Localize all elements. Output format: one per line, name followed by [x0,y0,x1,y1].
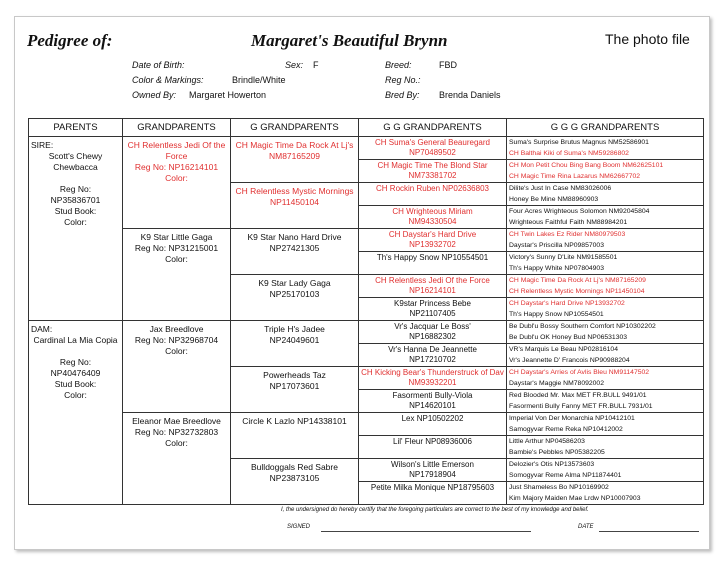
g-grandparent-cell [231,275,359,321]
ggg-grandparent-name: Th's Happy White NP07804903 [509,265,604,272]
col-header-g-grandparents: G GRANDPARENTS [231,119,359,137]
owner-value: Margaret Howerton [189,90,267,100]
sex-label: Sex: [285,60,304,70]
gg-grandparent-cell [359,252,507,275]
signature-line [321,531,531,532]
bredby-label: Bred By: [385,90,420,100]
ggg-grandparent-name: CH Daystar's Arries of Avlis Bleu NM91147502 [509,369,650,376]
ggg-grandparent-name: Somogyvar Reme Alma NP11874401 [509,472,622,479]
ggg-grandparent-cell [507,183,704,206]
sire-reg-number: NP35836701 [50,195,101,205]
gg-grandparent-reg: NP17918904 [409,470,456,479]
page-title: Pedigree of: [27,31,113,50]
ggg-grandparent-name: Kim Majory Maiden Mae Lrdw NP10007903 [509,495,641,502]
ggg-grandparent-name: Bambie's Pebbles NP05382205 [509,449,605,456]
sex-value: F [313,60,319,70]
ggg-grandparent-name: Wrighteous Faithful Faith NM88984201 [509,219,628,226]
ggg-grandparent-name: Little Arthur NP04586203 [509,438,585,445]
grandparent-reg: Reg No: NP32968704 [134,335,219,345]
g-grandparent-cell [231,321,359,367]
gg-grandparent-reg: NP70489502 [409,148,456,157]
ggg-grandparent-cell [507,367,704,390]
photo-placeholder: The photo file [605,31,690,47]
gg-grandparent-name: CH Wrighteous Miriam [392,207,473,216]
ggg-grandparent-name: Daystar's Maggie NM78092002 [509,380,604,387]
grandparent-name: CH Relentless Jedi Of the Force [127,140,226,161]
col-header-grandparents: GRANDPARENTS [123,119,231,137]
g-grandparent-name: K9 Star Nano Hard Drive [247,232,342,242]
grandparent-cell [123,229,231,321]
g-grandparent-name: Triple H's Jadee [264,324,325,334]
gg-grandparent-cell [359,413,507,436]
color-label: Color & Markings: [132,75,204,85]
ggg-grandparent-name: CH Twin Lakes Ez Rider NM80979503 [509,231,626,238]
ggg-grandparent-cell [507,160,704,183]
gg-grandparent-name: CH Daystar's Hard Drive [388,230,477,239]
col-header-gg-grandparents: G G GRANDPARENTS [359,119,507,137]
pedigree-table [28,118,704,505]
signed-label: SIGNED [287,524,311,530]
grandparent-cell [123,413,231,505]
g-grandparent-cell [231,229,359,275]
gg-grandparent-name: CH Magic Time The Blond Star [377,161,488,170]
gg-grandparent-reg: NP16214101 [409,286,456,295]
ggg-grandparent-name: Samogyvar Reme Reka NP10412002 [509,426,623,433]
gg-grandparent-name: Wilson's Little Emerson [391,460,474,469]
gg-grandparent-name: Vr's Jacquar Le Boss' [394,322,471,331]
ggg-grandparent-name: Victory's Sunny D'Lite NM91585501 [509,254,618,261]
date-line [599,531,699,532]
ggg-grandparent-cell [507,298,704,321]
g-grandparent-cell [231,459,359,505]
certification-text: I, the undersigned do hereby certify that the foregoing particulars are correct to the best of my knowledge and belief. [281,507,589,513]
col-header-ggg-grandparents: G G G GRANDPARENTS [507,119,704,137]
g-grandparent-reg: NP24049601 [269,335,320,345]
sire-reg-label: Reg No: [59,184,92,194]
ggg-grandparent-cell [507,252,704,275]
ggg-grandparent-cell [507,206,704,229]
ggg-grandparent-name: Dilite's Just In Case NM83026006 [509,185,612,192]
grandparent-color: Color: [165,438,188,448]
grandparent-reg: Reg No: NP32732803 [134,427,219,437]
ggg-grandparent-name: Imperial Von Der Monarchia NP10412101 [509,415,635,422]
dog-name: Margaret's Beautiful Brynn [251,31,448,50]
gg-grandparent-cell [359,344,507,367]
gg-grandparent-cell [359,137,507,160]
gg-grandparent-reg: NP17210702 [409,355,456,364]
gg-grandparent-name: CH Rockin Ruben NP02636803 [376,184,489,193]
dam-reg-number: NP40476409 [50,368,101,378]
g-grandparent-cell [231,367,359,413]
g-grandparent-name: Powerheads Taz [263,370,326,380]
g-grandparent-name: Bulldoggals Red Sabre [251,462,338,472]
gg-grandparent-cell [359,321,507,344]
date-label: DATE [578,524,594,530]
gg-grandparent-reg: NM94330504 [408,217,457,226]
ggg-grandparent-name: Just Shameless Bo NP10169902 [509,484,609,491]
g-grandparent-cell [231,137,359,183]
gg-grandparent-reg: NP13932702 [409,240,456,249]
ggg-grandparent-cell [507,321,704,344]
g-grandparent-reg: NP17073601 [269,381,320,391]
g-grandparent-name: K9 Star Lady Gaga [258,278,331,288]
gg-grandparent-name: CH Relentless Jedi Of the Force [375,276,490,285]
gg-grandparent-name: Fasormenti Bully-Viola [392,391,473,400]
ggg-grandparent-cell [507,275,704,298]
dam-reg-label: Reg No: [59,357,92,367]
ggg-grandparent-name: Suma's Surprise Brutus Magnus NM52586901 [509,139,649,146]
ggg-grandparent-cell [507,390,704,413]
gg-grandparent-name: Lex NP10502202 [401,414,464,423]
col-header-parents: PARENTS [29,119,123,137]
grandparent-reg: Reg No: NP31215001 [134,243,219,253]
ggg-grandparent-name: CH Magic Time Rina Lazarus NM62667702 [509,173,641,180]
ggg-grandparent-cell [507,459,704,482]
ggg-grandparent-cell [507,482,704,505]
g-grandparent-name: CH Magic Time Da Rock At Lj's [235,140,354,150]
gg-grandparent-cell [359,183,507,206]
grandparent-name: Eleanor Mae Breedlove [132,416,221,426]
grandparent-cell [123,321,231,413]
owner-label: Owned By: [132,90,177,100]
grandparent-cell [123,137,231,229]
regno-label: Reg No.: [385,75,421,85]
gg-grandparent-name: Vr's Hanna De Jeannette [388,345,477,354]
gg-grandparent-cell [359,206,507,229]
ggg-grandparent-name: Daystar's Priscilla NP09857003 [509,242,604,249]
ggg-grandparent-name: Four Acres Wrighteous Solomon NM92045804 [509,208,650,215]
ggg-grandparent-cell [507,137,704,160]
dam-cell [29,321,123,505]
gg-grandparent-name: CH Kicking Bear's Thunderstruck of Dav NM93932201 [361,368,504,387]
gg-grandparent-cell [359,367,507,390]
g-grandparent-reg: NP27421305 [269,243,320,253]
ggg-grandparent-name: Th's Happy Snow NP10554501 [509,311,604,318]
sire-name: Scott's Chewy Chewbacca [48,151,103,172]
grandparent-color: Color: [165,254,188,264]
ggg-grandparent-name: Red Blooded Mr. Max MET FR.BULL 9491/01 [509,392,647,399]
g-grandparent-reg: NP11450104 [270,197,319,207]
g-grandparent-reg: NP25170103 [269,289,320,299]
ggg-grandparent-cell [507,344,704,367]
g-grandparent-name: Circle K Lazlo NP14338101 [242,416,347,426]
gg-grandparent-cell [359,459,507,482]
breed-label: Breed: [385,60,412,70]
bredby-value: Brenda Daniels [439,90,501,100]
gg-grandparent-cell [359,390,507,413]
g-grandparent-cell [231,183,359,229]
ggg-grandparent-name: Fasormenti Bully Fanny MET FR.BULL 7931/01 [509,403,653,410]
grandparent-color: Color: [165,173,188,183]
grandparent-name: Jax Breedlove [149,324,204,334]
gg-grandparent-reg: NP21107405 [409,309,456,318]
gg-grandparent-reg: NP16882302 [409,332,456,341]
gg-grandparent-name: Petite Milka Monique NP18795603 [370,483,495,492]
ggg-grandparent-name: CH Balthai Kiki of Suma's NM59286802 [509,150,629,157]
sire-stud-book: Stud Book: [54,206,97,216]
ggg-grandparent-name: Honey Be Mine NM88960903 [509,196,599,203]
gg-grandparent-reg: NP14620101 [409,401,456,410]
ggg-grandparent-name: Vr's Jeannette D' Francois NP90988204 [509,357,630,364]
sire-color: Color: [64,217,87,227]
dam-color: Color: [64,390,87,400]
sire-cell [29,137,123,321]
g-grandparent-reg: NM87165209 [268,151,321,161]
gg-grandparent-reg: NM73381702 [408,171,457,180]
ggg-grandparent-name: Be Dubl'u Bossy Southern Comfort NP10302202 [509,323,656,330]
grandparent-name: K9 Star Little Gaga [140,232,213,242]
g-grandparent-name: CH Relentless Mystic Mornings [235,186,354,196]
gg-grandparent-cell [359,298,507,321]
gg-grandparent-cell [359,436,507,459]
grandparent-color: Color: [165,346,188,356]
ggg-grandparent-name: CH Magic Time Da Rock At Lj's NM87165209 [509,277,646,284]
dam-stud-book: Stud Book: [54,379,97,389]
grandparent-reg: Reg No: NP16214101 [134,162,219,172]
dob-label: Date of Birth: [132,60,185,70]
dam-name: Cardinal La Mia Copia [33,335,118,345]
gg-grandparent-name: Lil' Fleur NP08936006 [393,437,472,446]
gg-grandparent-cell [359,160,507,183]
ggg-grandparent-cell [507,413,704,436]
g-grandparent-reg: NP23873105 [269,473,320,483]
dam-label: DAM: [31,324,53,334]
color-value: Brindle/White [232,75,286,85]
pedigree-sheet [14,16,710,550]
ggg-grandparent-name: CH Daystar's Hard Drive NP13932702 [509,300,625,307]
ggg-grandparent-cell [507,229,704,252]
gg-grandparent-name: CH Suma's General Beauregard [375,138,490,147]
gg-grandparent-cell [359,275,507,298]
breed-value: FBD [439,60,457,70]
gg-grandparent-name: K9star Princess Bebe [394,299,471,308]
ggg-grandparent-name: CH Mon Petit Chou Bing Bang Boom NM62625101 [509,162,664,169]
ggg-grandparent-name: CH Relentless Mystic Mornings NP11450104 [509,288,645,295]
ggg-grandparent-name: VR's Marquis Le Beau NP02816104 [509,346,618,353]
ggg-grandparent-cell [507,436,704,459]
g-grandparent-cell [231,413,359,459]
gg-grandparent-cell [359,482,507,505]
gg-grandparent-cell [359,229,507,252]
ggg-grandparent-name: Delozier's Otis NP13573603 [509,461,595,468]
ggg-grandparent-name: Be Dubl'u OK Honey Bud NP06531303 [509,334,628,341]
sire-label: SIRE: [31,140,54,150]
gg-grandparent-name: Th's Happy Snow NP10554501 [376,253,489,262]
